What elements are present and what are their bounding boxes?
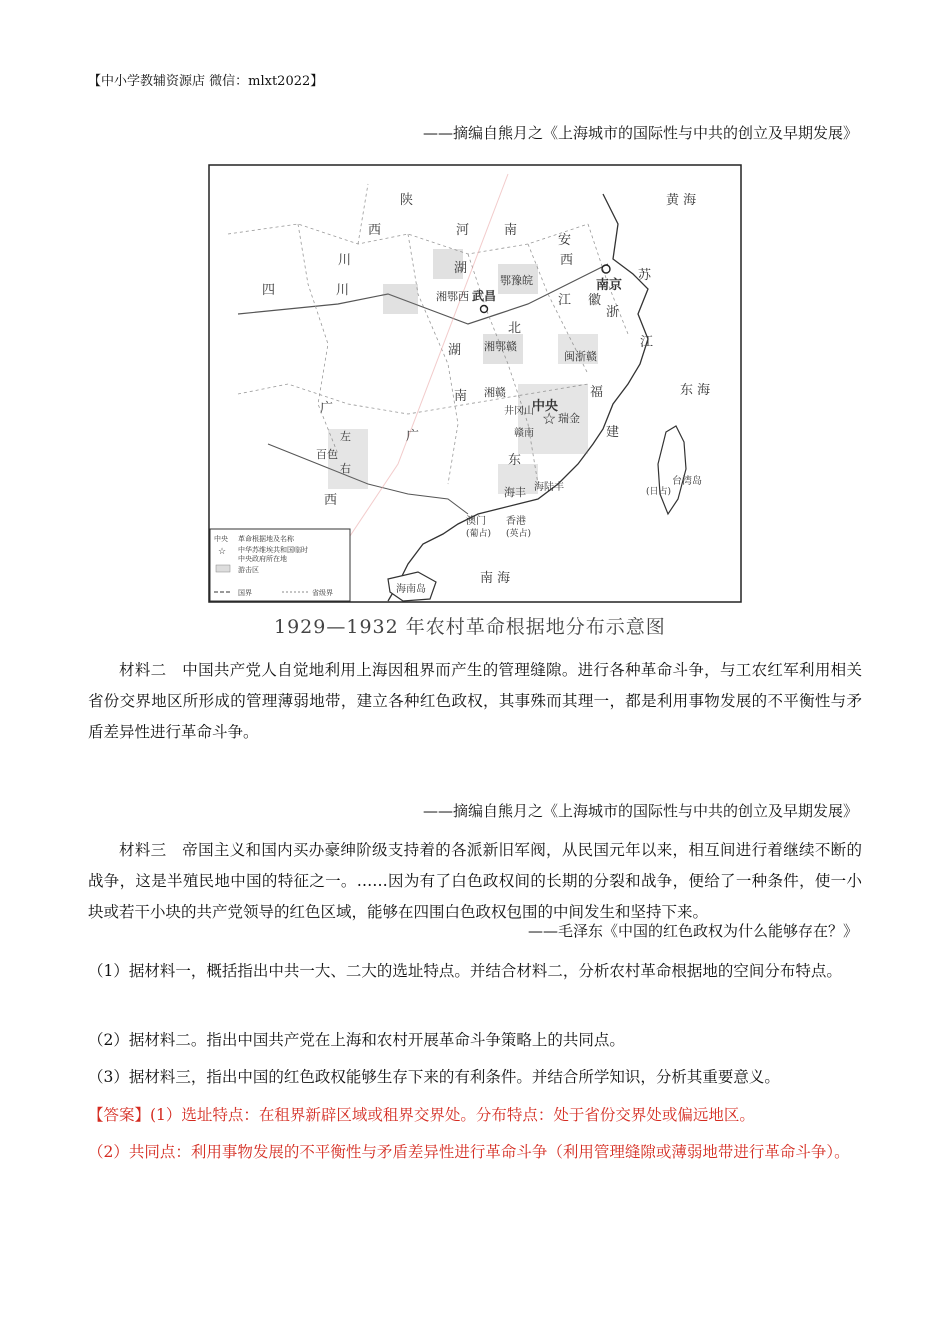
- label-hainan: 海南岛: [396, 584, 426, 595]
- label-baise: 百色: [316, 448, 338, 461]
- label-aomen: 澳门: [466, 516, 486, 527]
- label-zhejiang-jiang: 江: [640, 335, 654, 350]
- label-zhongyang: 中央: [532, 399, 559, 414]
- label-jiangxi-jiang: 江: [558, 293, 572, 308]
- label-xiangexi: 湘鄂西: [436, 290, 469, 303]
- legend-guerrilla: 游击区: [238, 566, 259, 574]
- legend-prov: 省级界: [312, 589, 333, 597]
- material-2: 材料二 中国共产党人自觉地利用上海因租界而产生的管理缝隙。进行各种革命斗争，与工农红军利用相关省份交界地区所形成的管理薄弱地带，建立各种红色政权，其事殊而其理一，都是利用事物发展的不平衡性与矛盾差异性进行革命斗争。: [88, 661, 862, 741]
- label-hubei-hu: 湖: [454, 261, 468, 276]
- label-chuan: 川: [338, 253, 352, 268]
- material-3: 材料三 帝国主义和国内买办豪绅阶级支持着的各派新旧军阀，从民国元年以来，相互间进行着继续不断的战争，这是半殖民地中国的特征之一。……因为有了白色政权间的长期的分裂和战争，便给了一种条件，使一小块或若干小块的共产党领导的红色区域，能够在四围白色政权包围的中间发生和坚持下来。: [88, 841, 862, 921]
- label-zuojiang: 左: [340, 430, 351, 443]
- legend-star-icon: ☆: [218, 547, 227, 557]
- label-guangdong-dong: 东: [508, 453, 522, 468]
- label-shaan: 陕: [400, 193, 414, 208]
- label-jinggangshan: 井冈山: [504, 406, 534, 417]
- source-citation-3: ——毛泽东《中国的红色政权为什么能够存在？》: [527, 922, 858, 940]
- label-nanhai: 南 海: [480, 571, 511, 586]
- label-ruijin: 瑞金: [558, 412, 580, 425]
- label-henan-nan: 南: [504, 223, 518, 238]
- label-minzhegan: 闽浙赣: [564, 350, 597, 363]
- label-gannan: 赣南: [514, 428, 534, 439]
- label-eyuwan: 鄂豫皖: [500, 274, 533, 287]
- label-jiangxi-xi: 西: [560, 253, 574, 268]
- question-3: （3）据材料三，指出中国的红色政权能够生存下来的有利条件。并结合所学知识，分析其重要意义。: [88, 1068, 780, 1086]
- question-1: （1）据材料一，概括指出中共一大、二大的选址特点。并结合材料二，分析农村革命根据地的空间分布特点。: [88, 962, 842, 980]
- label-aomen-sub: (葡占): [466, 529, 492, 539]
- label-xiangegan: 湘鄂赣: [484, 340, 517, 353]
- label-haifeng: 海丰: [504, 486, 526, 499]
- source-citation-2: ——摘编自熊月之《上海城市的国际性与中共的创立及早期发展》: [422, 802, 858, 820]
- map-caption: 1929—1932 年农村革命根据地分布示意图: [274, 616, 666, 638]
- page-header: 【中小学教辅资源店 微信：mlxt2022】: [88, 74, 324, 89]
- label-shaanxi-xi: 西: [368, 223, 382, 238]
- label-jiangsu-su: 苏: [638, 268, 652, 283]
- label-guangxi-guang: 广: [320, 401, 334, 416]
- label-guangdong-guang: 广: [406, 429, 420, 444]
- label-lufeng: 海陆丰: [534, 482, 564, 493]
- source-citation-1: ——摘编自熊月之《上海城市的国际性与中共的创立及早期发展》: [422, 124, 858, 142]
- ruijin-star: ☆: [542, 409, 557, 428]
- label-anhui-hui: 徽: [588, 293, 602, 308]
- legend-zhong: 中央: [214, 535, 228, 543]
- label-zhejiang-zhe: 浙: [606, 305, 620, 320]
- answer-1: 【答案】(1）选址特点：在租界新辟区域或租界交界处。分布特点：处于省份交界处或偏远地区。: [88, 1106, 755, 1124]
- revolution-base-map: [208, 164, 742, 604]
- label-fujian-fu: 福: [590, 385, 604, 400]
- label-hunan-nan: 南: [454, 389, 468, 404]
- legend-border: 国界: [238, 589, 252, 597]
- label-hunan-hu: 湖: [448, 343, 462, 358]
- map-legend: [210, 529, 350, 601]
- label-guangxi-xi: 西: [324, 493, 338, 508]
- label-henan-he: 河: [456, 223, 470, 238]
- label-anhui-an: 安: [558, 233, 572, 248]
- label-taiwan: 台湾岛: [672, 476, 702, 487]
- legend-gov1: 中华苏维埃共和国临时: [238, 546, 308, 554]
- legend-base: 革命根据地及名称: [238, 535, 294, 543]
- label-taiwan-sub: (日占): [646, 487, 672, 497]
- label-youjiang: 右: [340, 462, 351, 475]
- label-sichuan-si: 四: [262, 283, 276, 298]
- label-sichuan-chuan: 川: [336, 283, 350, 298]
- label-wuchang: 武昌: [472, 289, 497, 303]
- label-huanghai: 黄 海: [666, 193, 697, 208]
- label-fujian-jian: 建: [606, 425, 620, 440]
- label-xianggan: 湘赣: [484, 386, 506, 399]
- legend-gov2: 中央政府所在地: [238, 555, 287, 563]
- question-2: （2）据材料二。指出中国共产党在上海和农村开展革命斗争策略上的共同点。: [88, 1031, 625, 1049]
- label-xianggang: 香港: [506, 516, 526, 527]
- label-nanjing: 南京: [596, 278, 623, 293]
- label-donghai: 东 海: [680, 383, 711, 398]
- label-hubei-bei: 北: [508, 321, 522, 336]
- label-xianggang-sub: (英占): [506, 529, 532, 539]
- answer-2: （2）共同点：利用事物发展的不平衡性与矛盾差异性进行革命斗争（利用管理缝隙或薄弱地带进行革命斗争）。: [88, 1143, 850, 1161]
